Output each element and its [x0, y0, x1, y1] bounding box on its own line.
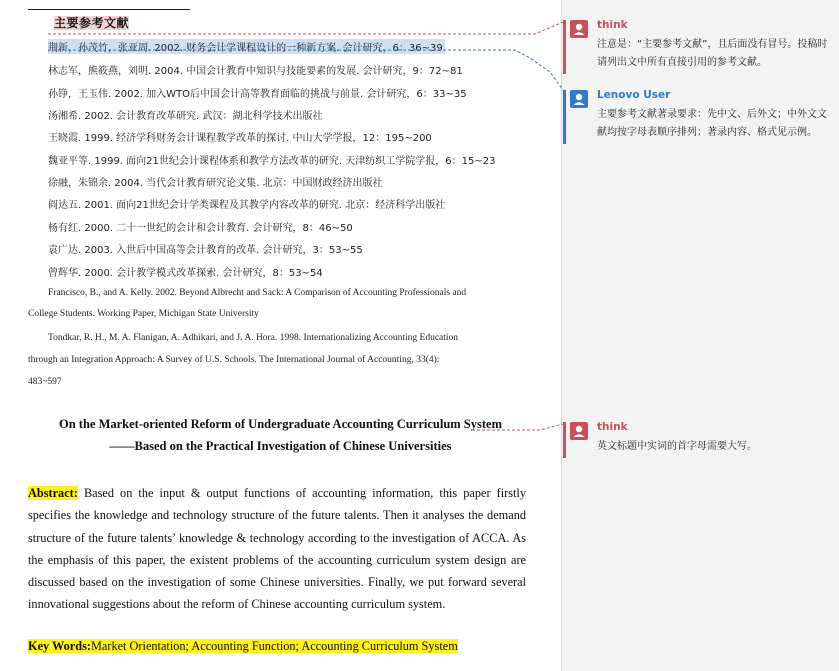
user-avatar-icon [570, 90, 588, 108]
abstract-label: Abstract: [28, 486, 78, 500]
reference-zh-3[interactable]: 孙铮，王玉伟. 2002. 加入WTO后中国会计高等教育面临的挑战与前景. 会计研究，6：33~35 [48, 89, 467, 100]
comment-3-text: 英文标题中实词的首字母需要大写。 [597, 441, 757, 452]
reference-en-2-line3[interactable]: 483~597 [28, 377, 62, 387]
reference-zh-1[interactable]: 荆新，孙茂竹，张亚周. 2002. 财务会计学课程设计的一种新方案. 会计研究，6：36~39 [48, 39, 445, 54]
english-title[interactable]: On the Market-oriented Reform of Undergraduate Accounting Curriculum System [59, 417, 502, 431]
reference-en-2-line1[interactable]: Tondkar, R. H., M. A. Flanigan, A. Adhikari, and J. A. Hora. 1998. Internationalizing Accounting Education [48, 333, 459, 343]
comment-1-author: think [597, 19, 628, 31]
reference-en-1-line2[interactable]: College Students. Working Paper, Michigan State University [28, 309, 259, 319]
user-avatar-icon [570, 20, 588, 38]
user-avatar-icon [570, 422, 588, 440]
comment-2-text: 主要参考文献著录要求：先中文、后外文；中外文文献均按字母表顺序排列；著录内容、格式见示例。 [597, 109, 827, 138]
reference-zh-6[interactable]: 魏亚平等. 1999. 面向21世纪会计课程体系和教学方法改革的研究. 天津纺织工学院学报，6：15~23 [48, 156, 496, 167]
reference-zh-9[interactable]: 杨有红. 2000. 二十一世纪的会计和会计教育. 会计研究，8：46~50 [48, 223, 353, 234]
comment-1[interactable] [563, 20, 831, 74]
abstract-text: Based on the input & output functions of accounting information, this paper firstly specifies the knowledge and technology structure of the future talents. Then it analyses the demand structure of the future talents’ knowledge & technology according to the investigation of ACCA. As the emphasis of this paper, the existent problems of the accounting curriculum system design are discussed based on the investigation of some Chinese universities. Finally, we put forward several innovational suggestions about the reform of Chinese accounting curriculum system. [28, 486, 526, 612]
comment-3-bar [563, 422, 566, 458]
keywords-label: Key Words: [28, 639, 91, 653]
heading-highlight: 主要参考文献 [54, 16, 130, 30]
reference-zh-8[interactable]: 阎达五. 2001. 面向21世纪会计学类课程及其教学内容改革的研究. 北京：经济科学出版社 [48, 200, 446, 211]
reference-zh-10[interactable]: 袁广达. 2003. 入世后中国高等会计教育的改革. 会计研究，3：53~55 [48, 245, 363, 256]
comment-2-bar [563, 90, 566, 144]
reference-zh-4[interactable]: 汤湘希. 2002. 会计教育改革研究. 武汉：湖北科学技术出版社 [48, 111, 323, 122]
reference-en-1-line1[interactable]: Francisco, B., and A. Kelly. 2002. Beyond Albrecht and Sack: A Comparison of Accounting Professionals and [48, 288, 467, 298]
reference-zh-7[interactable]: 徐融，朱锦余. 2004. 当代会计教育研究论文集. 北京：中国财政经济出版社 [48, 178, 383, 189]
english-subtitle[interactable]: ——Based on the Practical Investigation of Chinese Universities [109, 439, 452, 453]
reference-zh-2[interactable]: 林志军，熊筱燕，刘明. 2004. 中国会计教育中知识与技能要素的发展. 会计研究，9：72~81 [48, 66, 463, 77]
keywords-text: Market Orientation; Accounting Function; Accounting Curriculum System [90, 639, 458, 653]
comment-1-bar [563, 20, 566, 74]
comment-1-text: 注意是：“主要参考文献”，且后面没有冒号。投稿时请列出文中所有直接引用的参考文献。 [597, 39, 828, 68]
comment-2-author: Lenovo User [597, 89, 671, 101]
reference-en-2-line2[interactable]: through an Integration Approach: A Survey of U.S. Schools. The International Journal of Accounting, 33(4): [28, 355, 440, 365]
comment-3-author: think [597, 421, 628, 433]
comment-2[interactable] [563, 90, 831, 144]
reference-zh-5[interactable]: 王晓霞. 1999. 经济学科财务会计课程教学改革的探讨. 中山大学学报，12：195~200 [48, 133, 432, 144]
reference-zh-11[interactable]: 曾辉华. 2000. 会计教学模式改革探索. 会计研究，8：53~54 [48, 268, 323, 279]
comment-3[interactable] [563, 422, 831, 458]
